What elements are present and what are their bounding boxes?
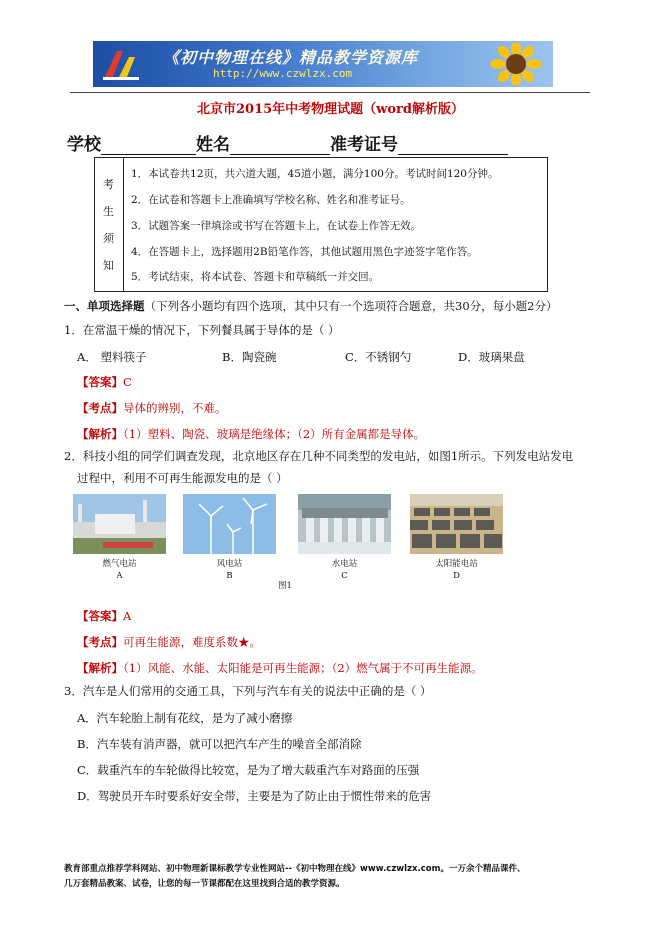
- section-title: 一、单项选择题: [64, 299, 145, 313]
- figure-caption: 水电站: [331, 559, 358, 569]
- point-label: 【考点】: [77, 635, 123, 649]
- q3-stem: 3．汽车是人们常用的交通工具，下列与汽车有关的说法中正确的是（ ）: [64, 684, 432, 698]
- notice-side-char: 考: [103, 178, 114, 191]
- footer-line-1: 教育部重点推荐学科网站、初中物理新课标教学专业性网站--《初中物理在线》www.czwlzx.com。一万余个精品课件、: [64, 864, 526, 874]
- notice-item: 3．试题答案一律填涂或书写在答题卡上，在试卷上作答无效。: [131, 220, 422, 232]
- analysis-label: 【解析】: [77, 427, 123, 441]
- figure-letter: A: [116, 571, 123, 581]
- q1-option-b: B．陶瓷碗: [222, 350, 277, 364]
- q1-stem: 1．在常温干燥的情况下，下列餐具属于导体的是（ ）: [64, 323, 340, 337]
- figure-letter: D: [453, 571, 460, 581]
- point-value: 导体的辨别，不难。: [123, 401, 227, 415]
- q2-point: [77, 634, 261, 650]
- notice-side-char: 生: [103, 205, 114, 218]
- figure-1: [73, 494, 503, 592]
- q2-answer: [77, 608, 131, 624]
- analysis-label: 【解析】: [77, 661, 123, 675]
- notice-item: 1．本试卷共12页，共六道大题，45道小题，满分100分。考试时间120分钟。: [131, 168, 499, 180]
- site-logo-icon: [101, 47, 141, 81]
- notice-side-label: [95, 158, 124, 291]
- figure-caption: 太阳能电站: [435, 559, 478, 569]
- notice-item: 2．在试卷和答题卡上准确填写学校名称、姓名和准考证号。: [131, 194, 411, 206]
- q2-analysis: [77, 660, 483, 676]
- figure-letter: C: [341, 571, 348, 581]
- student-info-line: [67, 130, 508, 155]
- notice-side-char: 知: [103, 259, 114, 272]
- banner-url[interactable]: http://www.czwlzx.com: [213, 67, 353, 80]
- point-label: 【考点】: [77, 401, 123, 415]
- name-blank[interactable]: [230, 136, 330, 155]
- q3-option-a: A．汽车轮胎上制有花纹，是为了减小磨擦: [77, 711, 293, 725]
- q1-option-d: D．玻璃果盘: [458, 350, 525, 364]
- figure-caption: 风电站: [216, 559, 243, 569]
- solar-plant-image: [410, 494, 503, 554]
- name-label: 姓名: [196, 135, 230, 155]
- q2-stem-line1: 2．科技小组的同学们调查发现，北京地区存在几种不同类型的发电站，如图1所示。下列发电站发电: [64, 449, 574, 463]
- figure-caption: 燃气电站: [102, 559, 137, 569]
- q1-option-c: C．不锈钢勺: [345, 350, 412, 364]
- answer-value: C: [123, 375, 132, 389]
- q3-option-d: D．驾驶员开车时要系好安全带，主要是为了防止由于惯性带来的危害: [77, 789, 432, 803]
- header-divider: [70, 92, 590, 93]
- gas-plant-image: [73, 494, 166, 554]
- notice-item: 5．考试结束，将本试卷、答题卡和草稿纸一并交回。: [131, 271, 380, 283]
- sunflower-icon: [485, 43, 547, 85]
- analysis-value: （1）塑料、陶瓷、玻璃是绝缘体；（2）所有金属都是导体。: [123, 427, 426, 441]
- answer-value: A: [123, 609, 132, 623]
- q1-point: [77, 400, 227, 416]
- footer-line-2: 几万套精品教案、试卷，让您的每一节课都配在这里找到合适的教学资源。: [64, 879, 345, 889]
- figure-label: 图1: [278, 581, 292, 591]
- school-label: 学校: [67, 135, 101, 155]
- notice-item: 4．在答题卡上，选择题用2B铅笔作答，其他试题用黑色字迹签字笔作答。: [131, 246, 478, 258]
- q1-option-a: A． 塑料筷子: [77, 350, 147, 364]
- figure-letter: B: [226, 571, 233, 581]
- wind-plant-image: [183, 494, 276, 554]
- exam-notice-box: [94, 157, 548, 292]
- q3-option-c: C．载重汽车的车轮做得比较宽，是为了增大载重汽车对路面的压强: [77, 763, 420, 777]
- exam-no-label: 准考证号: [330, 135, 398, 155]
- q3-option-b: B．汽车装有消声器，就可以把汽车产生的噪音全部消除: [77, 737, 362, 751]
- school-blank[interactable]: [101, 136, 196, 155]
- section-heading: [64, 298, 557, 314]
- answer-label: 【答案】: [77, 609, 123, 623]
- section-note: （下列各小题均有四个选项，其中只有一个选项符合题意，共30分，每小题2分）: [144, 299, 558, 313]
- q1-answer: [77, 374, 132, 390]
- q2-stem-line2: 过程中，利用不可再生能源发电的是（ ）: [77, 471, 288, 485]
- answer-label: 【答案】: [77, 375, 123, 389]
- banner-title: 《初中物理在线》精品教学资源库: [163, 48, 419, 67]
- header-banner: [93, 41, 553, 87]
- q1-analysis: [77, 426, 425, 442]
- notice-side-char: 须: [103, 232, 114, 245]
- analysis-value: （1）风能、水能、太阳能是可再生能源；（2）燃气属于不可再生能源。: [123, 661, 483, 675]
- exam-no-blank[interactable]: [398, 136, 508, 155]
- page-title: 北京市2015年中考物理试题（word解析版）: [197, 102, 464, 117]
- point-value: 可再生能源，难度系数★。: [123, 635, 261, 649]
- hydro-plant-image: [298, 494, 391, 554]
